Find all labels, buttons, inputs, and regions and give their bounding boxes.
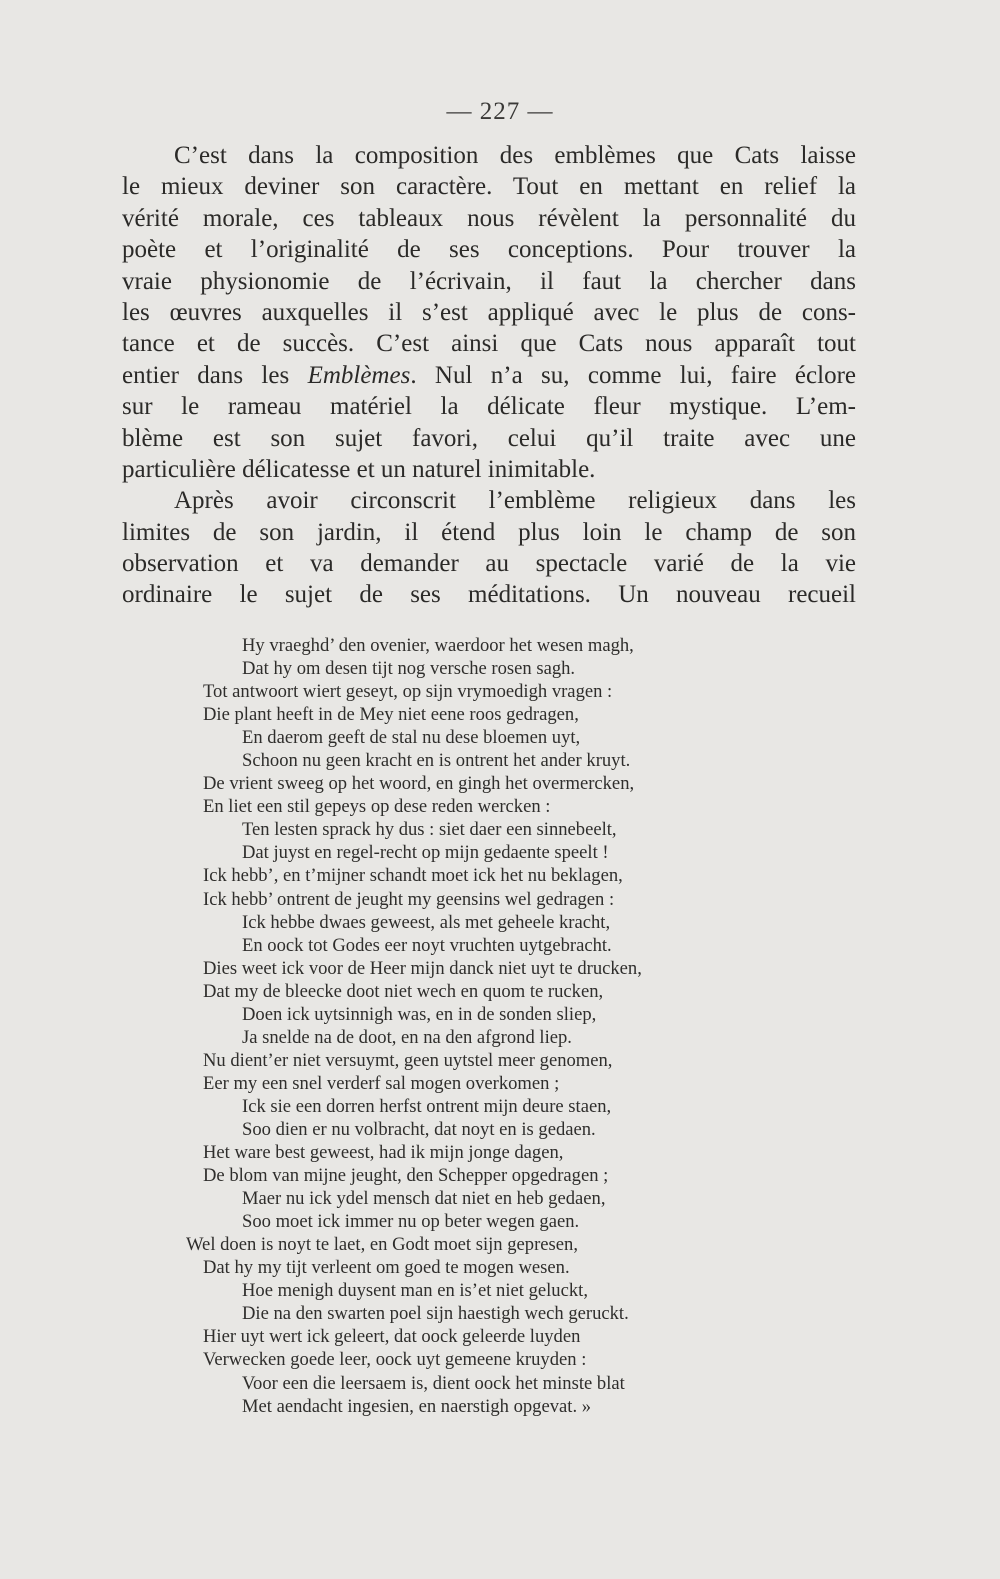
poem-verse: Wel doen is noyt te laet, en Godt moet sijn gepresen, [186, 1234, 578, 1256]
prose-line-with-italic [122, 360, 856, 391]
prose-line: tance et de succès. C’est ainsi que Cats nous apparaît tout [122, 330, 856, 358]
poem-verse: Eer my een snel verderf sal mogen overkomen ; [203, 1072, 560, 1094]
poem-verse: Schoon nu geen kracht en is ontrent het ander kruyt. [242, 750, 631, 772]
page-number: — 227 — [446, 98, 554, 125]
prose-text: . Nul n’a su, comme lui, faire éclore [410, 361, 856, 389]
prose-line: le mieux deviner son caractère. Tout en mettant en relief la [122, 173, 856, 201]
poem-verse: Ick hebb’ ontrent de jeught my geensins wel gedragen : [203, 888, 615, 910]
prose-line: les œuvres auxquelles il s’est appliqué avec le plus de cons- [122, 298, 856, 326]
poem-verse: Voor een die leersaem is, dient oock het minste blat [242, 1372, 625, 1394]
poem-verse: Nu dient’er niet versuymt, geen uytstel meer genomen, [203, 1049, 613, 1071]
poem-verse: Tot antwoort wiert geseyt, op sijn vrymoedigh vragen : [203, 681, 613, 703]
poem-verse: Dat juyst en regel-recht op mijn gedaente speelt ! [242, 842, 609, 864]
prose-line: Après avoir circonscrit l’emblème religieux dans les [174, 487, 856, 515]
poem-verse: Soo dien er nu volbracht, dat noyt en is gedaen. [242, 1118, 596, 1140]
poem-verse: En oock tot Godes eer noyt vruchten uytgebracht. [242, 934, 612, 956]
poem-verse: Hier uyt wert ick geleert, dat oock geleerde luyden [203, 1326, 581, 1348]
prose-line: particulière délicatesse et un naturel inimitable. [122, 455, 596, 483]
poem-verse: Ick sie een dorren herfst ontrent mijn deure staen, [242, 1095, 612, 1117]
prose-line: C’est dans la composition des emblèmes que Cats laisse [174, 142, 856, 169]
poem-verse: Verwecken goede leer, oock uyt gemeene kruyden : [203, 1349, 587, 1371]
prose-line: poète et l’originalité de ses conceptions. Pour trouver la [122, 236, 856, 264]
prose-line: observation et va demander au spectacle varié de la vie [122, 550, 856, 578]
body-text [122, 140, 856, 611]
poem-verse: Soo moet ick immer nu op beter wegen gaen. [242, 1211, 580, 1233]
quoted-poem [0, 634, 1000, 1418]
poem-verse: Ja snelde na de doot, en na den afgrond liep. [242, 1026, 572, 1048]
poem-verse: Dies weet ick voor de Heer mijn danck niet uyt te drucken, [203, 957, 642, 979]
poem-verse: Hy vraeghd’ den ovenier, waerdoor het wesen magh, [242, 635, 634, 656]
poem-verse: Dat hy my tijt verleent om goed te mogen wesen. [203, 1257, 570, 1279]
poem-verse: Dat hy om desen tijt nog versche rosen sagh. [242, 658, 576, 680]
poem-verse: Het ware best geweest, had ik mijn jonge dagen, [203, 1142, 564, 1164]
poem-verse: Maer nu ick ydel mensch dat niet en heb gedaen, [242, 1188, 606, 1210]
prose-line: ordinaire le sujet de ses méditations. Un nouveau recueil [122, 581, 856, 609]
poem-verse: Dat my de bleecke doot niet wech en quom te rucken, [203, 980, 604, 1002]
poem-verse: De vrient sweeg op het woord, en gingh het overmercken, [203, 773, 635, 795]
poem-verse: Met aendacht ingesien, en naerstigh opgevat. » [242, 1395, 592, 1417]
poem-verse: En daerom geeft de stal nu dese bloemen uyt, [242, 727, 581, 749]
poem-verse: Ick hebb’, en t’mijner schandt moet ick het nu beklagen, [203, 865, 623, 887]
poem-verse: Hoe menigh duysent man en is’et niet geluckt, [242, 1280, 588, 1302]
prose-line: vérité morale, ces tableaux nous révèlent la personnalité du [122, 204, 856, 232]
poem-verse: Doen ick uytsinnigh was, en in de sonden sliep, [242, 1003, 597, 1025]
prose-text: entier dans les [122, 361, 308, 389]
poem-verse: Ick hebbe dwaes geweest, als met geheele kracht, [242, 911, 611, 933]
poem-verse: Die plant heeft in de Mey niet eene roos gedragen, [203, 704, 579, 726]
poem-verse: Ten lesten sprack hy dus : siet daer een sinnebeelt, [242, 819, 617, 841]
poem-verse: De blom van mijne jeught, den Schepper opgedragen ; [203, 1165, 609, 1187]
prose-line: limites de son jardin, il étend plus loin le champ de son [122, 518, 856, 546]
prose-line: vraie physionomie de l’écrivain, il faut la chercher dans [122, 267, 856, 295]
book-title-italic: Emblèmes [307, 361, 411, 389]
prose-line: blème est son sujet favori, celui qu’il traite avec une [122, 424, 856, 452]
prose-line: sur le rameau matériel la délicate fleur mystique. L’em- [122, 393, 856, 421]
poem-verse: Die na den swarten poel sijn haestigh wech geruckt. [242, 1303, 629, 1325]
poem-verse: En liet een stil gepeys op dese reden wercken : [203, 796, 551, 818]
